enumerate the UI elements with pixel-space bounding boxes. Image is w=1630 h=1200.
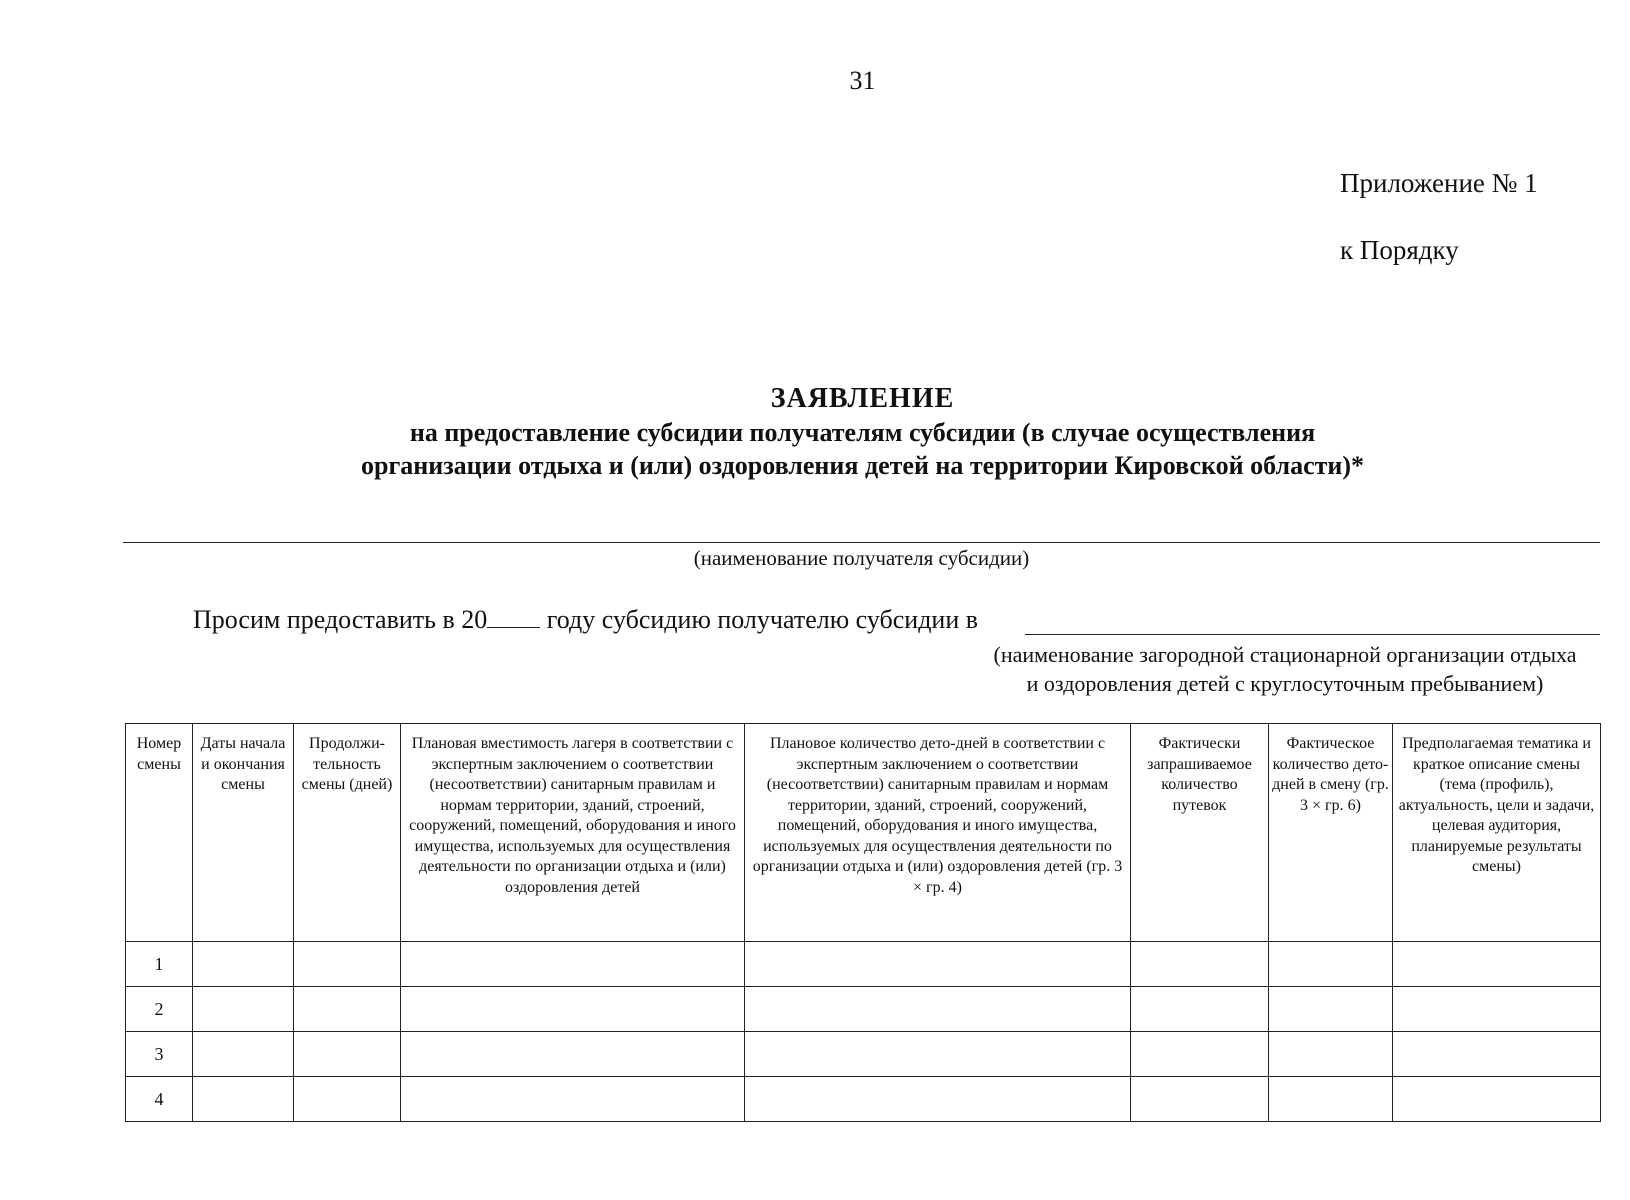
recipient-name-caption: (наименование получателя субсидии) [693,546,1030,570]
header-actual-child-days: Фактическое количество дето-дней в смену (гр. 3 × гр. 6) [1269,724,1393,942]
header-requested-vouchers: Фактически запрашиваемое количество путевок [1131,724,1269,942]
header-shift-duration: Продолжи-тельность смены (дней) [294,724,401,942]
table-cell[interactable] [1131,1077,1269,1122]
table-cell[interactable] [1393,1032,1601,1077]
table-cell[interactable] [1269,1032,1393,1077]
table-cell[interactable] [1393,942,1601,987]
row-number: 1 [126,942,193,987]
table-cell[interactable] [1393,987,1601,1032]
header-planned-capacity: Плановая вместимость лагеря в соответствии с экспертным заключением о соответствии (несоответствии) санитарным правилам и нормам территории, зданий, строений, сооружений, помещений, оборудования и иного имущества, используемых для осуществления деятельности по организации отдыха и (или) оздоровления детей [401,724,745,942]
header-shift-number: Номер смены [126,724,193,942]
table-cell[interactable] [745,987,1131,1032]
table-cell[interactable] [294,1077,401,1122]
table-cell[interactable] [294,942,401,987]
row-number: 4 [126,1077,193,1122]
header-shift-theme: Предполагаемая тематика и краткое описание смены (тема (профиль), актуальность, цели и задачи, целевая аудитория, планируемые результаты смены) [1393,724,1601,942]
request-line [193,605,978,635]
header-shift-dates: Даты начала и окончания смены [193,724,294,942]
page-number: 31 [849,66,876,95]
table-cell[interactable] [1131,987,1269,1032]
organization-caption-line-1: (наименование загородной стационарной организации отдыха [993,642,1577,667]
request-text-end: году субсидию получателю субсидии в [540,605,979,634]
table-cell[interactable] [1393,1077,1601,1122]
table-cell[interactable] [193,1077,294,1122]
row-number: 3 [126,1032,193,1077]
table-cell[interactable] [1269,942,1393,987]
table-cell[interactable] [193,942,294,987]
organization-caption-line-2: и оздоровления детей с круглосуточным пребыванием) [1026,671,1544,696]
table-row [126,942,1601,987]
shifts-table [125,723,1601,1122]
document-title: ЗАЯВЛЕНИЕ [770,383,955,414]
table-cell[interactable] [294,1032,401,1077]
row-number: 2 [126,987,193,1032]
table-cell[interactable] [401,1032,745,1077]
table-cell[interactable] [1269,1077,1393,1122]
request-text-start: Просим предоставить в 20 [193,605,488,634]
appendix-label: Приложение № 1 [1340,168,1538,198]
document-subtitle-line-1: на предоставление субсидии получателям субсидии (в случае осуществления [409,418,1316,447]
table-cell[interactable] [401,987,745,1032]
document-subtitle-line-2: организации отдыха и (или) оздоровления детей на территории Кировской области)* [360,451,1365,480]
table-row [126,1077,1601,1122]
year-blank-field[interactable] [487,605,540,628]
recipient-name-field[interactable] [123,542,1600,543]
header-planned-child-days: Плановое количество дето-дней в соответствии с экспертным заключением о соответствии (несоответствии) санитарным правилам и нормам территории, зданий, строений, сооружений, помещений, оборудования и иного имущества, используемых для осуществления деятельности по организации отдыха и (или) оздоровления детей (гр. 3 × гр. 4) [745,724,1131,942]
table-cell[interactable] [294,987,401,1032]
table-cell[interactable] [745,1077,1131,1122]
table-cell[interactable] [401,942,745,987]
table-cell[interactable] [1131,942,1269,987]
table-cell[interactable] [745,1032,1131,1077]
table-cell[interactable] [193,1032,294,1077]
table-row [126,987,1601,1032]
organization-name-field[interactable] [1025,634,1600,635]
table-cell[interactable] [401,1077,745,1122]
organization-name-caption [960,640,1610,698]
table-cell[interactable] [1131,1032,1269,1077]
appendix-reference: к Порядку [1340,235,1459,265]
table-cell[interactable] [745,942,1131,987]
title-block [0,382,1630,482]
table-header-row [126,724,1601,942]
table-cell[interactable] [1269,987,1393,1032]
table-row [126,1032,1601,1077]
table-cell[interactable] [193,987,294,1032]
